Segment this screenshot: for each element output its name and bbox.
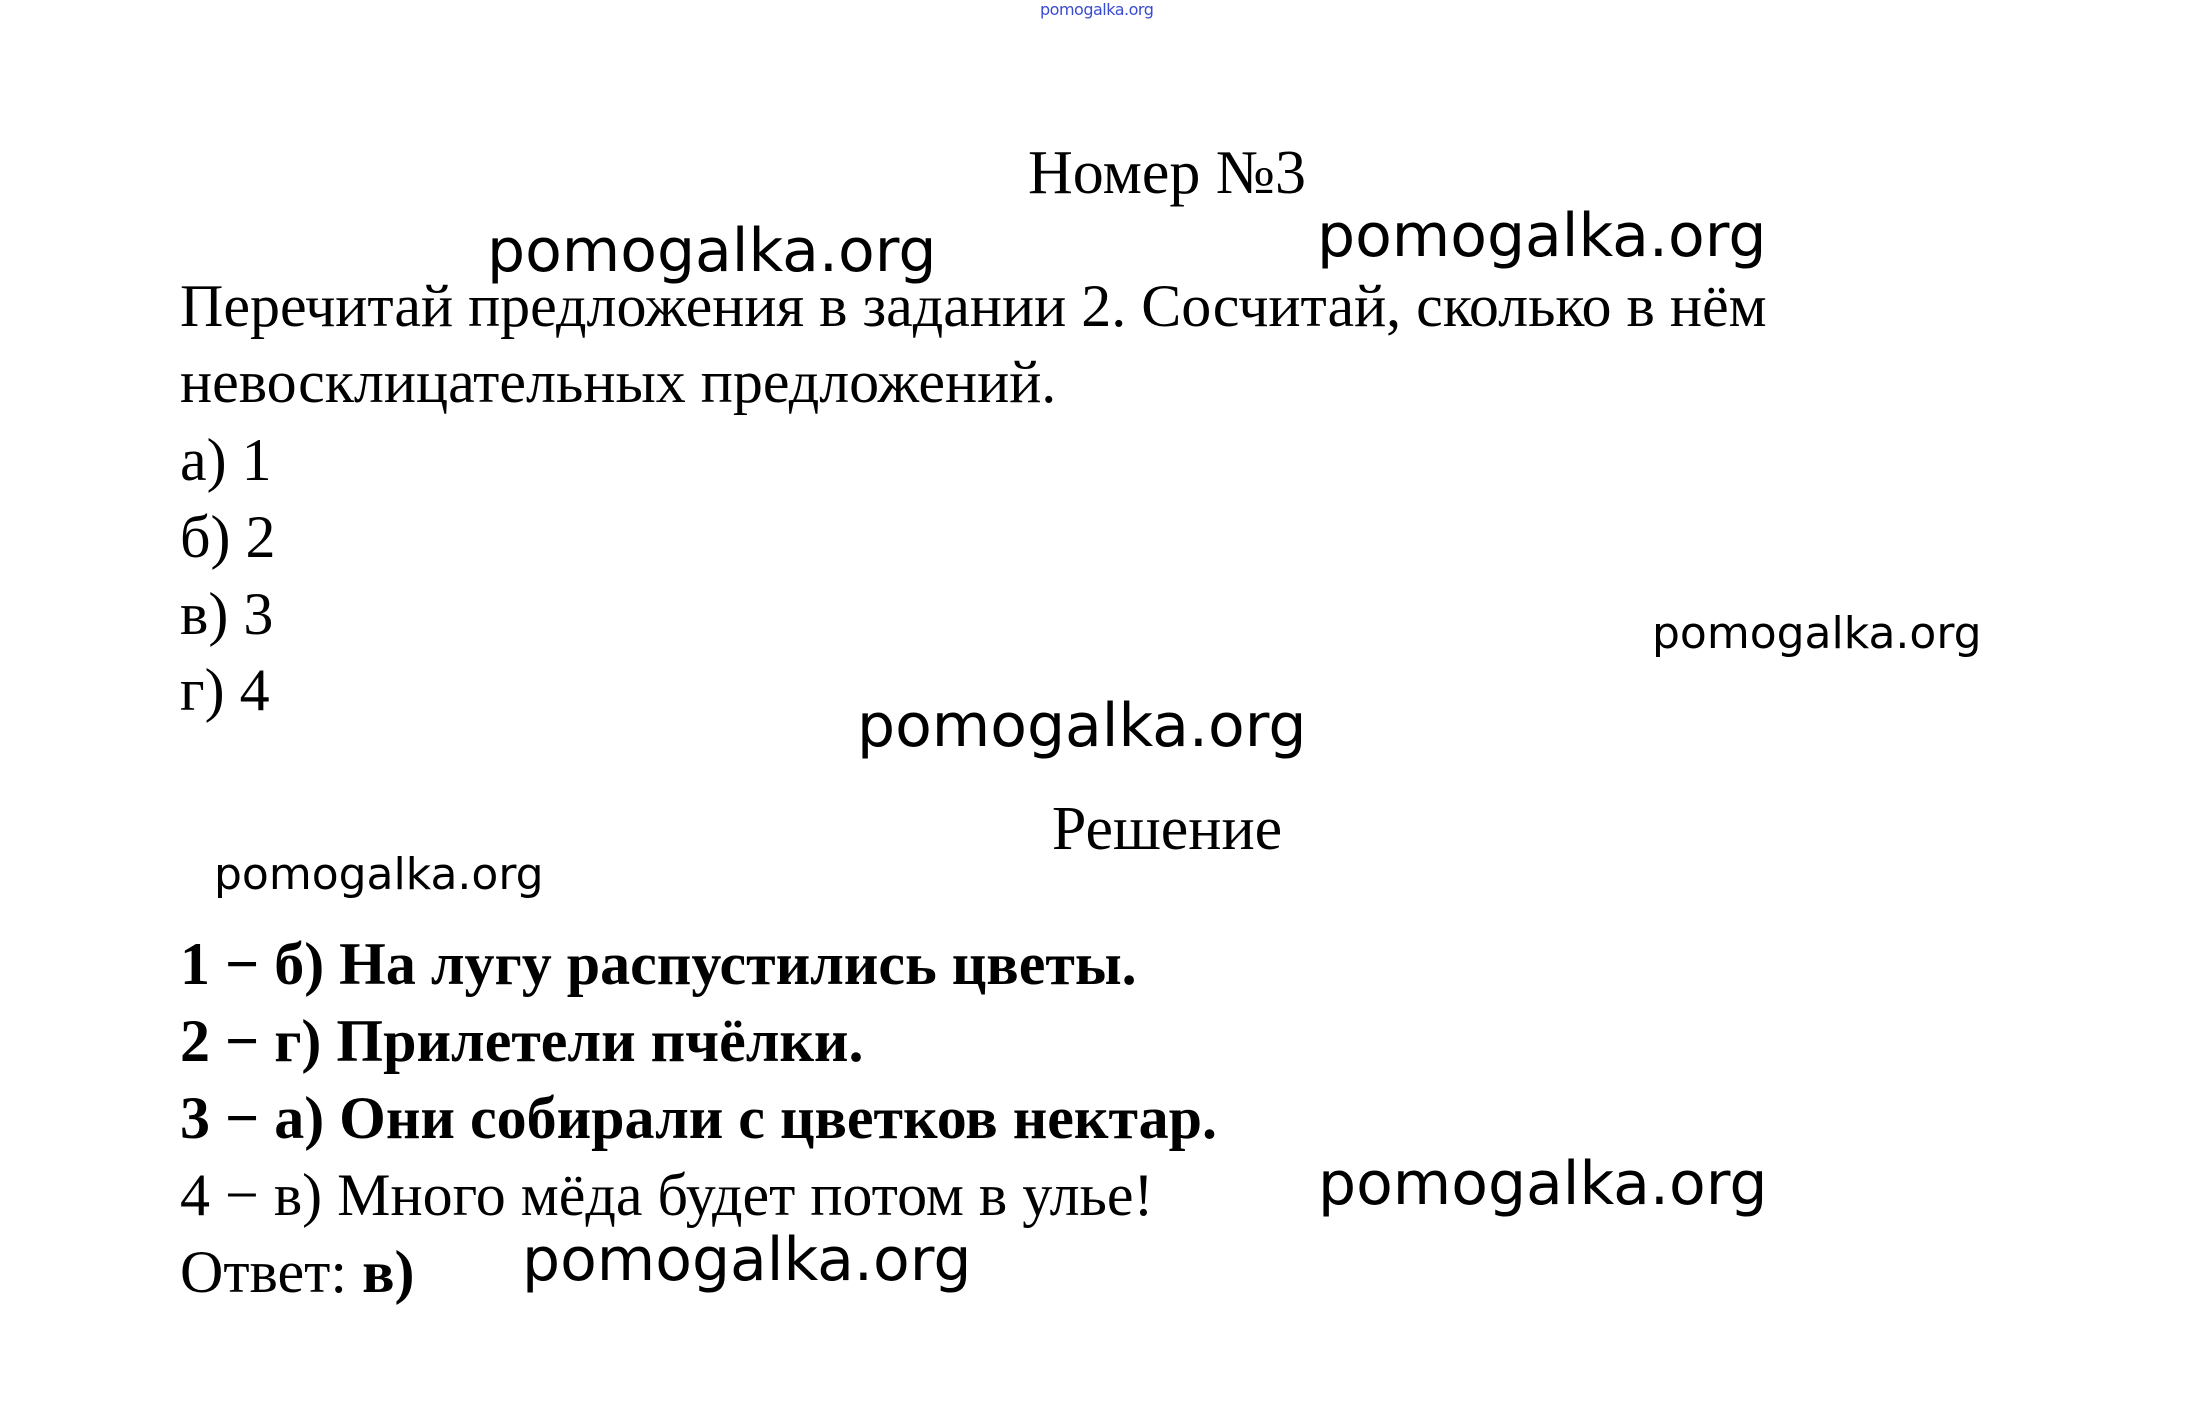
watermark: pomogalka.org bbox=[214, 849, 544, 900]
watermark-top: pomogalka.org bbox=[1040, 0, 1154, 19]
answer-line bbox=[180, 1239, 415, 1305]
solution-line-1: 1 − б) На лугу распустились цветы. bbox=[180, 931, 1137, 997]
option-value: 2 bbox=[245, 504, 276, 570]
option-letter: б) bbox=[180, 504, 231, 570]
option-g bbox=[180, 657, 270, 723]
solution-line-2: 2 − г) Прилетели пчёлки. bbox=[180, 1008, 864, 1074]
page-title: Номер №3 bbox=[1027, 139, 1306, 207]
option-a bbox=[180, 427, 272, 493]
option-b bbox=[180, 504, 276, 570]
option-value: 3 bbox=[243, 581, 274, 647]
watermark: pomogalka.org bbox=[487, 216, 937, 286]
solution-line-3: 3 − а) Они собирали с цветков нектар. bbox=[180, 1085, 1218, 1151]
watermark: pomogalka.org bbox=[1318, 1149, 1768, 1219]
answer-value: в) bbox=[362, 1239, 415, 1305]
watermark: pomogalka.org bbox=[522, 1225, 972, 1295]
watermark: pomogalka.org bbox=[1652, 608, 1982, 659]
option-value: 1 bbox=[241, 427, 272, 493]
task-text-line-1: Перечитай предложения в задании 2. Сосчитай, сколько в нём bbox=[180, 273, 1767, 339]
option-letter: в) bbox=[180, 581, 229, 647]
option-value: 4 bbox=[239, 657, 270, 723]
watermark: pomogalka.org bbox=[857, 691, 1307, 761]
solution-line-4: 4 − в) Много мёда будет потом в улье! bbox=[180, 1162, 1154, 1228]
solution-heading: Решение bbox=[1051, 795, 1283, 863]
option-letter: г) bbox=[180, 657, 225, 723]
option-letter: а) bbox=[180, 427, 227, 493]
watermark: pomogalka.org bbox=[1317, 201, 1767, 271]
task-text-line-2: невосклицательных предложений. bbox=[180, 349, 1057, 415]
option-v bbox=[180, 581, 274, 647]
answer-label: Ответ: bbox=[180, 1239, 348, 1305]
